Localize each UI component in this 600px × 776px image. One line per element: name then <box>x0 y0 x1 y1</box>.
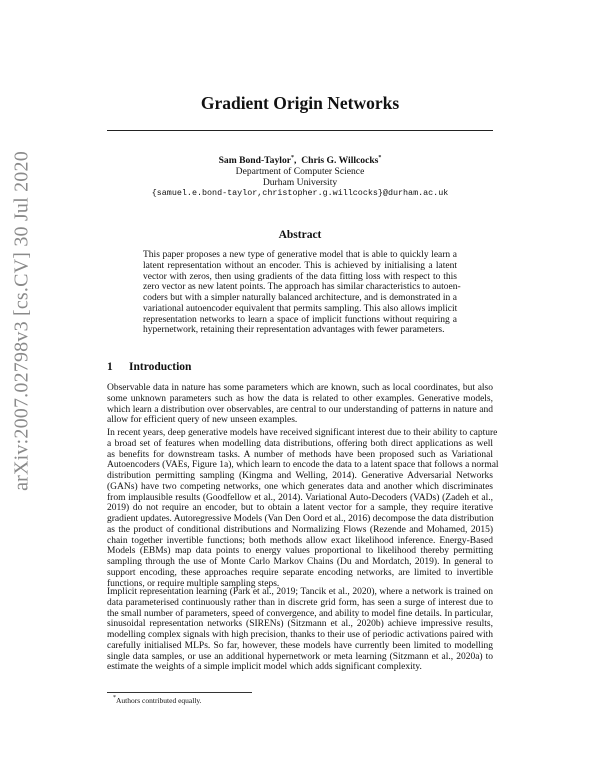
text-line: modelling complex signals with high precision, thanks to their use of periodic activations paired with <box>107 630 493 640</box>
text-line: sampling through the use of Monte Carlo Markov Chains (Du and Mordatch, 2019). In general to <box>107 557 493 567</box>
text-line: latent representation without an encoder. This is achieved by initialising a latent <box>143 260 457 271</box>
author-block <box>0 155 600 199</box>
department: Department of Computer Science <box>235 166 365 177</box>
intro-paragraph-1 <box>107 383 493 426</box>
text-line: estimate the weights of a simple implicit model which adds significant complexity. <box>107 662 422 673</box>
abstract-heading: Abstract <box>278 229 322 241</box>
text-line: as the product of conditional distributions and Normalizing Flows (Rezende and Mohamed, 2015) <box>107 524 493 535</box>
text-line: functions, or require multiple sampling steps. <box>107 578 280 589</box>
text-line: (GANs) have two competing networks, one which generates data and another which discriminates <box>107 481 493 492</box>
university: Durham University <box>262 177 338 188</box>
text-line: vector with zeros, then using gradients of the data fitting loss with respect to this <box>143 271 457 282</box>
intro-paragraph-3 <box>107 587 493 673</box>
text-line: allow for efficient query of new unseen examples. <box>107 415 298 426</box>
abstract-text <box>143 250 461 336</box>
footnote-text: Authors contributed equally. <box>116 696 202 705</box>
text-line: variational autoencoder equivalent that permits sampling. This also allows implicit <box>143 303 458 314</box>
text-line: 2019) do not require an encoder, but to obtain a latent vector for a sample, they require iterative <box>107 503 493 514</box>
text-line: zero vector as new latent points. The approach has similar characteristics to autoen- <box>143 282 461 293</box>
text-line: which learn a distribution over observables, are central to our understanding of patterns in nature and <box>107 404 493 415</box>
intro-paragraph-2 <box>107 428 499 589</box>
text-line: some unknown parameters such as how the data is related to other examples. Generative models, <box>107 393 493 404</box>
text-line: hypernetwork, retaining their representation advantages with fewer parameters. <box>143 325 445 336</box>
author-names: Sam Bond-Taylor*, Chris G. Willcocks* <box>218 155 382 166</box>
text-line: gradient updates. Autoregressive Models (Van Den Oord et al., 2016) decompose the data distribution <box>107 514 494 524</box>
section-heading-introduction <box>107 361 191 373</box>
text-line: Implicit representation learning (Park et al., 2019; Tancik et al., 2020), where a network is trained on <box>107 587 493 597</box>
footnote-mark: * <box>113 695 116 701</box>
footnote-rule <box>107 692 252 693</box>
text-line: In recent years, deep generative models have received significant interest due to their ability to capture <box>107 428 498 438</box>
author-emails: {samuel.e.bond-taylor,christopher.g.willcocks}@durham.ac.uk <box>151 188 449 198</box>
section-number: 1 <box>107 361 113 373</box>
text-line: Observable data in nature has some parameters which are known, such as local coordinates, but also <box>107 383 493 393</box>
text-line: Models (EBMs) map data points to energy values proportional to likelihood thereby permitting <box>107 546 493 557</box>
text-line: chain together invertible functions; both methods allow exact likelihood inference. Energy-Based <box>107 535 493 546</box>
text-line: a broad set of features when modelling data distributions, offering both direct applications as well <box>107 438 493 449</box>
text-line: support encoding, these approaches require separate encoding networks, are limited to invertible <box>107 567 493 578</box>
text-line: representation networks to learn a space of implicit functions without requiring a <box>143 314 457 325</box>
text-line: data parameterised continuously rather than in discrete grid form, has seen a surge of interest due to <box>107 597 493 608</box>
text-line: Autoencoders (VAEs, Figure 1a), which learn to encode the data to a latent space that follows a normal <box>107 460 499 471</box>
title-rule <box>107 130 493 131</box>
text-line: sinusoidal representation networks (SIRENs) (Sitzmann et al., 2020b) achieve impressive results, <box>107 619 493 630</box>
author-2: Chris G. Willcocks <box>301 155 379 166</box>
section-title: Introduction <box>129 361 192 373</box>
equal-contribution-mark: * <box>291 155 294 161</box>
author-1: Sam Bond-Taylor <box>218 155 291 166</box>
equal-contribution-mark: * <box>378 155 382 161</box>
arxiv-stamp: arXiv:2007.02798v3 [cs.CV] 30 Jul 2020 <box>10 151 33 491</box>
text-line: distribution permitting sampling (Kingma and Welling, 2014). Generative Adversarial Networks <box>107 471 493 481</box>
text-line: from implausible results (Goodfellow et al., 2014). Variational Auto-Decoders (VADs) (Zadeh et al., <box>107 492 493 503</box>
text-line: as benefits for downstream tasks. A number of methods have been proposed such as Variational <box>107 449 493 460</box>
text-line: coders but with a simpler naturally balanced architecture, and is demonstrated in a <box>143 293 457 303</box>
text-line: carefully initialised MLPs. So far, however, these models have currently been limited to modelling <box>107 640 493 651</box>
text-line: the small number of parameters, speed of convergence, and ability to model fine details. In particular, <box>107 608 493 619</box>
footnote <box>113 696 202 705</box>
paper-title: Gradient Origin Networks <box>200 93 400 113</box>
text-line: This paper proposes a new type of generative model that is able to quickly learn a <box>143 250 457 260</box>
text-line: single data samples, or use an additional hypernetwork or meta learning (Sitzmann et al., 2020a) to <box>107 651 493 662</box>
